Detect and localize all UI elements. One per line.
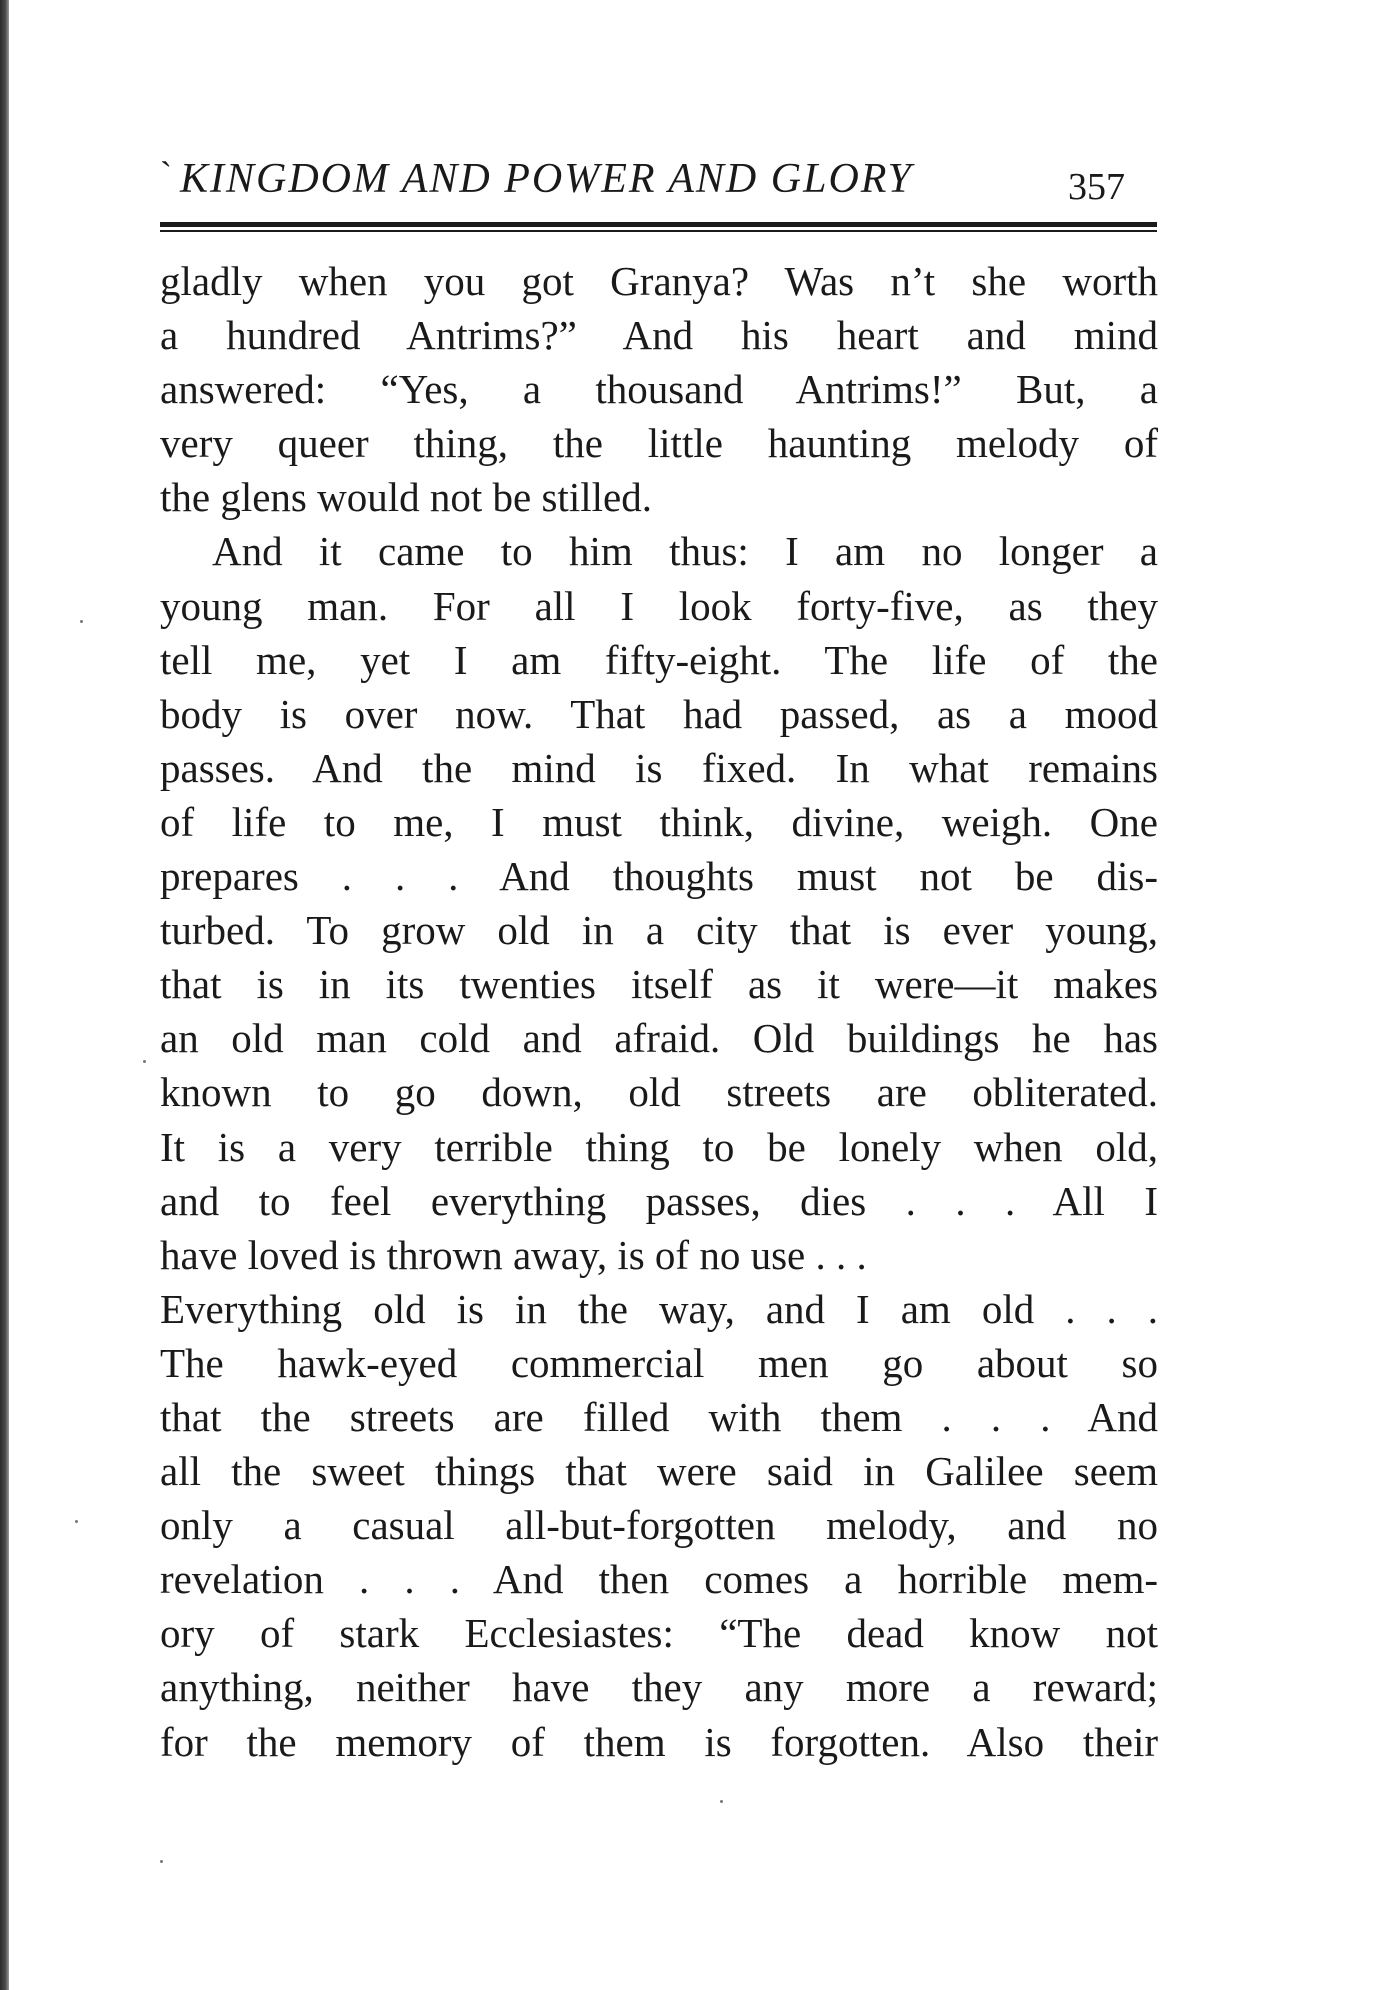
text-line: all the sweet things that were said in Galilee seem xyxy=(160,1448,1158,1495)
text-line: of life to me, I must think, divine, weigh. One xyxy=(160,798,1158,845)
text-line: very queer thing, the little haunting melody of xyxy=(160,420,1158,467)
header-rule-thick xyxy=(160,222,1157,227)
header-rule-thin xyxy=(160,230,1157,232)
paper-speck xyxy=(160,1860,163,1863)
text-line: that is in its twenties itself as it were—it makes xyxy=(160,961,1158,1008)
paper-speck xyxy=(80,620,83,623)
text-line: anything, neither have they any more a reward; xyxy=(160,1664,1158,1711)
text-line: And it came to him thus: I am no longer a xyxy=(212,528,1158,575)
text-line: body is over now. That had passed, as a mood xyxy=(160,690,1158,737)
text-line: tell me, yet I am fifty-eight. The life of the xyxy=(160,636,1158,683)
text-line: gladly when you got Granya? Was n’t she worth xyxy=(160,258,1158,304)
text-line: passes. And the mind is fixed. In what remains xyxy=(160,744,1158,791)
running-head-mark: ` xyxy=(160,154,172,194)
text-line: Everything old is in the way, and I am old . . . xyxy=(160,1285,1158,1332)
page-number: 357 xyxy=(1068,166,1125,208)
text-line: for the memory of them is forgotten. Also their xyxy=(160,1718,1158,1765)
text-line: prepares . . . And thoughts must not be dis- xyxy=(160,853,1158,900)
text-line: the glens would not be stilled. xyxy=(160,474,652,521)
text-line: young man. For all I look forty-five, as they xyxy=(160,582,1158,629)
text-line: have loved is thrown away, is of no use . . . xyxy=(160,1231,867,1278)
text-line: a hundred Antrims?” And his heart and mind xyxy=(160,312,1158,359)
text-line: ory of stark Ecclesiastes: “The dead know not xyxy=(160,1610,1158,1657)
paper-speck xyxy=(143,1060,146,1063)
text-line: turbed. To grow old in a city that is ever young, xyxy=(160,907,1158,954)
text-line: revelation . . . And then comes a horrible mem- xyxy=(160,1556,1158,1603)
text-line: It is a very terrible thing to be lonely when old, xyxy=(160,1123,1158,1170)
running-head xyxy=(160,155,1160,215)
text-line: only a casual all-but-forgotten melody, and no xyxy=(160,1502,1158,1549)
book-spine-shadow xyxy=(0,0,9,1990)
paper-speck xyxy=(720,1800,723,1803)
running-head-title: KINGDOM AND POWER AND GLORY xyxy=(180,156,914,202)
body-text xyxy=(160,254,1158,1769)
text-line: The hawk-eyed commercial men go about so xyxy=(160,1339,1158,1386)
text-line: known to go down, old streets are obliterated. xyxy=(160,1069,1158,1116)
text-line: and to feel everything passes, dies . . . All I xyxy=(160,1177,1158,1224)
text-line: an old man cold and afraid. Old buildings he has xyxy=(160,1015,1158,1062)
text-line: answered: “Yes, a thousand Antrims!” But, a xyxy=(160,366,1158,413)
text-line: that the streets are filled with them . . . And xyxy=(160,1393,1158,1440)
paper-speck xyxy=(75,1520,78,1523)
